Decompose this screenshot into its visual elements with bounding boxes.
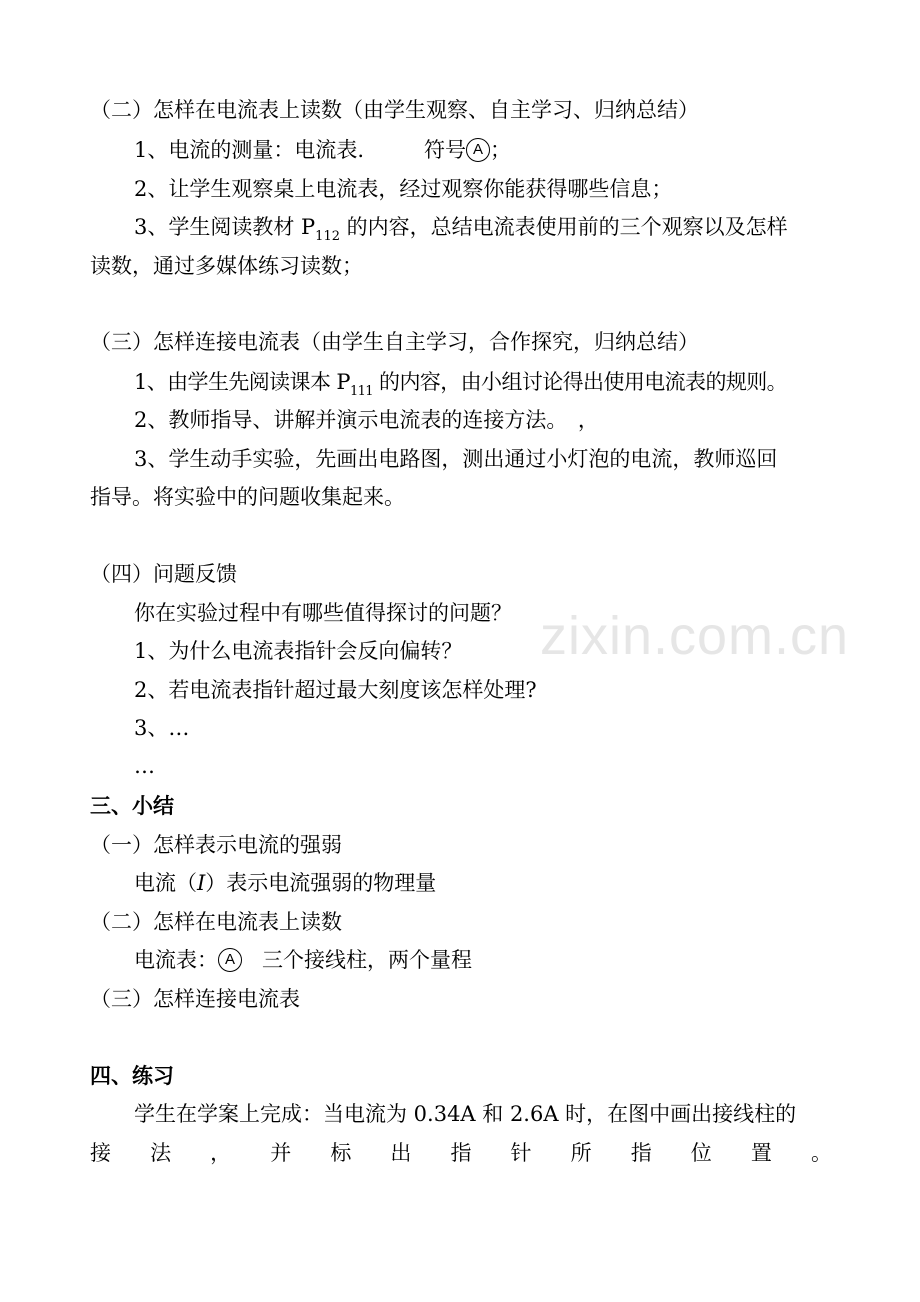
- current-symbol: I: [197, 871, 206, 895]
- page-subscript: 112: [315, 229, 340, 244]
- item-read-rules: 1、由学生先阅读课本 $P_{111}$ 的内容，由小组讨论得出使用电流表的规则。: [134, 370, 788, 399]
- feedback-item-3: 3、…: [134, 716, 190, 740]
- feedback-item-2: 2、若电流表指针超过最大刻度该怎样处理?: [134, 678, 537, 702]
- ammeter-symbol-icon: A: [218, 948, 242, 972]
- summary-point-2-body: 电流表： A 三个接线柱，两个量程: [134, 948, 472, 972]
- item-teacher-demo: 2、教师指导、讲解并演示电流表的连接方法。 ，: [134, 408, 599, 432]
- item-read-textbook-cont: 读数，通过多媒体练习读数；: [90, 254, 363, 278]
- item-observe-ammeter: 2、让学生观察桌上电流表，经过观察你能获得哪些信息；: [134, 177, 673, 201]
- ammeter-symbol-icon: A: [466, 138, 490, 162]
- item-student-experiment-cont: 指导。将实验中的问题收集起来。: [90, 485, 405, 509]
- section-title-connect: （三）怎样连接电流表（由学生自主学习，合作探究，归纳总结）: [90, 330, 699, 354]
- feedback-question: 你在实验过程中有哪些值得探讨的问题？: [134, 601, 512, 625]
- feedback-item-1: 1、为什么电流表指针会反向偏转？: [134, 639, 463, 663]
- summary-heading: 三、小结: [90, 793, 174, 818]
- section-title-reading: （二）怎样在电流表上读数（由学生观察、自主学习、归纳总结）: [90, 98, 699, 122]
- item-current-measurement: 1、电流的测量：电流表. 符号 A ；: [134, 138, 512, 162]
- page-subscript: 111: [349, 384, 373, 399]
- item-student-experiment: 3、学生动手实验，先画出电路图，测出通过小灯泡的电流，教师巡回: [134, 447, 778, 471]
- practice-body-cont: 接 法 ， 并 标 出 指 针 所 指 位 置 。: [90, 1141, 832, 1165]
- practice-body: 学生在学案上完成：当电流为 0.34A 和 2.6A 时，在图中画出接线柱的: [134, 1102, 797, 1126]
- feedback-ellipsis: …: [134, 754, 155, 778]
- item-text: 1、电流的测量：电流表.: [134, 138, 365, 162]
- symbol-label: 符号: [424, 138, 467, 162]
- watermark: zixin.com.cn: [540, 606, 850, 666]
- practice-heading: 四、练习: [90, 1063, 174, 1088]
- summary-point-1-body: 电流（I）表示电流强弱的物理量: [134, 871, 437, 895]
- summary-point-2: （二）怎样在电流表上读数: [90, 910, 342, 934]
- summary-point-3: （三）怎样连接电流表: [90, 987, 300, 1011]
- item-read-textbook: 3、学生阅读教材 $P_{112}$ 的内容，总结电流表使用前的三个观察以及怎样: [134, 215, 788, 244]
- section-title-feedback: （四）问题反馈: [90, 562, 237, 586]
- summary-point-1: （一）怎样表示电流的强弱: [90, 833, 342, 857]
